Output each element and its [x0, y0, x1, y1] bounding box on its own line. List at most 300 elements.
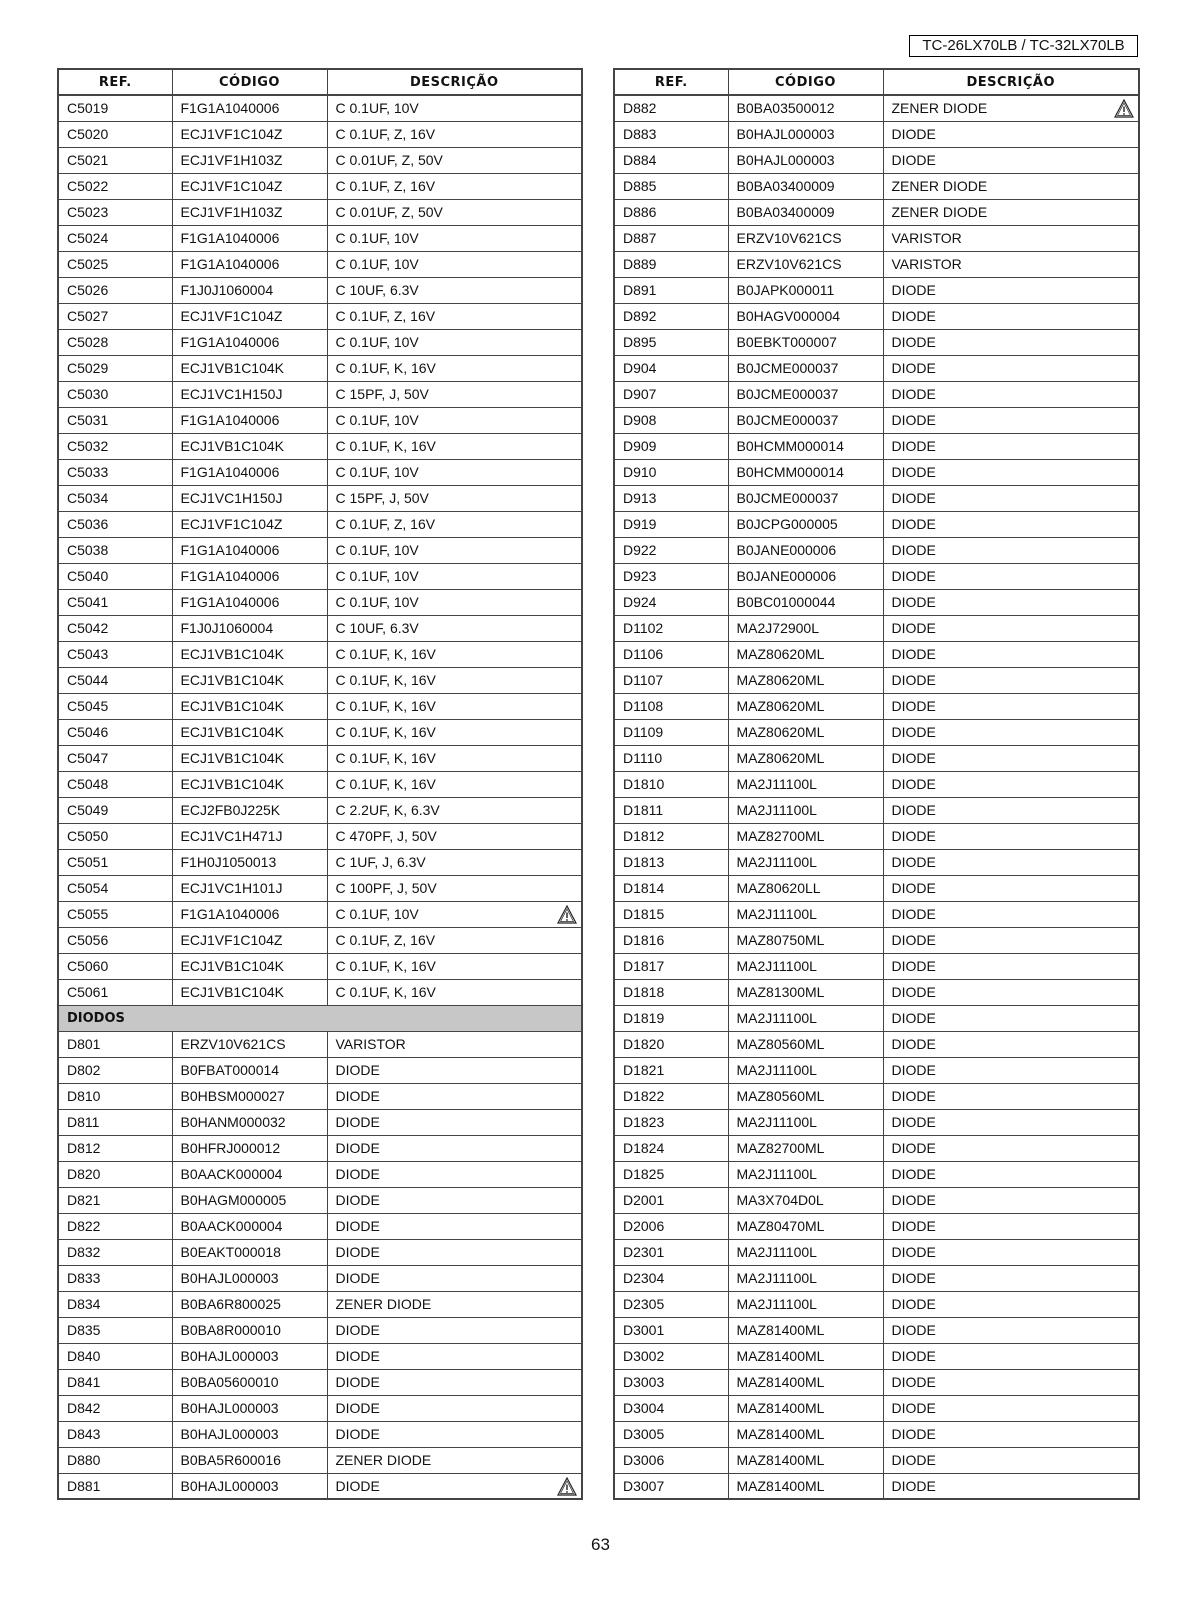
cell-ref	[58, 1473, 172, 1499]
cell-ref-text: D1109	[623, 724, 664, 740]
cell-code-text: B0HBSM000027	[180, 1088, 285, 1104]
cell-description-text: DIODE	[891, 568, 936, 584]
cell-ref-text: D883	[623, 126, 657, 142]
cell-description-text: DIODE	[891, 308, 936, 324]
cell-ref	[58, 1317, 172, 1343]
cell-code-text: ECJ1VB1C104K	[180, 672, 285, 688]
cell-ref-text: C5055	[67, 906, 109, 922]
cell-ref	[614, 277, 728, 303]
cell-description	[327, 381, 582, 407]
cell-code	[728, 901, 883, 927]
cell-code	[172, 459, 327, 485]
model-number-box: TC-26LX70LB / TC-32LX70LB	[909, 35, 1138, 57]
cell-code-text: MAZ81300ML	[736, 984, 825, 1000]
cell-description-text: DIODE	[891, 542, 936, 558]
table-row	[58, 1239, 582, 1265]
cell-description	[883, 485, 1139, 511]
cell-code-text: MAZ80560ML	[736, 1088, 825, 1104]
cell-code	[728, 1343, 883, 1369]
table-row	[58, 1291, 582, 1317]
cell-code-text: ECJ2FB0J225K	[180, 802, 281, 818]
cell-description-text: C 0.1UF, K, 16V	[335, 672, 436, 688]
cell-description	[883, 979, 1139, 1005]
table-row	[58, 979, 582, 1005]
cell-ref	[614, 95, 728, 121]
cell-description	[327, 407, 582, 433]
cell-description	[327, 1369, 582, 1395]
cell-ref	[58, 277, 172, 303]
cell-ref-text: D3007	[623, 1477, 665, 1494]
cell-ref	[58, 901, 172, 927]
cell-code-text: B0JANE000006	[736, 542, 837, 558]
cell-description-text: VARISTOR	[335, 1036, 406, 1052]
table-row	[614, 1421, 1139, 1447]
table-row	[58, 121, 582, 147]
cell-ref-text: C5061	[67, 984, 109, 1000]
cell-ref	[614, 953, 728, 979]
cell-ref-text: D889	[623, 256, 657, 272]
table-row	[58, 511, 582, 537]
cell-description-text: DIODE	[891, 1010, 936, 1026]
cell-code-text: ECJ1VF1H103Z	[180, 204, 283, 220]
cell-description	[327, 1057, 582, 1083]
cell-code	[172, 1473, 327, 1499]
cell-code	[728, 1473, 883, 1499]
cell-ref-text: C5024	[67, 230, 109, 246]
table-row	[614, 303, 1139, 329]
cell-code	[172, 797, 327, 823]
cell-code	[172, 329, 327, 355]
cell-ref	[58, 1447, 172, 1473]
cell-ref	[58, 1083, 172, 1109]
table-row	[614, 667, 1139, 693]
cell-ref-text: D882	[623, 100, 657, 117]
table-row	[614, 1057, 1139, 1083]
table-row	[58, 1265, 582, 1291]
table-row	[614, 147, 1139, 173]
cell-ref-text: D2301	[623, 1244, 665, 1260]
cell-description	[883, 641, 1139, 667]
cell-ref	[614, 1369, 728, 1395]
cell-description-text: DIODE	[891, 1322, 936, 1338]
cell-ref-text: D910	[623, 464, 657, 480]
cell-code-text: B0JCME000037	[736, 360, 839, 376]
table-row	[58, 1109, 582, 1135]
cell-ref	[614, 875, 728, 901]
cell-code-text: MAZ80560ML	[736, 1036, 825, 1052]
cell-description	[883, 1213, 1139, 1239]
table-row	[58, 719, 582, 745]
cell-description	[327, 1473, 582, 1499]
cell-ref-text: C5019	[67, 100, 109, 117]
cell-code	[172, 537, 327, 563]
cell-code-text: B0HCMM000014	[736, 464, 844, 480]
cell-description-text: C 0.1UF, Z, 16V	[335, 516, 436, 532]
cell-ref-text: D1825	[623, 1166, 665, 1182]
cell-description-text: DIODE	[891, 1348, 936, 1364]
cell-ref	[614, 1031, 728, 1057]
cell-code-text: B0BA05600010	[180, 1374, 279, 1390]
cell-ref-text: D922	[623, 542, 657, 558]
cell-ref-text: D811	[67, 1114, 100, 1130]
cell-ref-text: D913	[623, 490, 657, 506]
cell-ref-text: D2006	[623, 1218, 665, 1234]
cell-ref	[614, 1161, 728, 1187]
cell-description	[883, 147, 1139, 173]
table-row	[58, 433, 582, 459]
cell-description	[327, 771, 582, 797]
cell-ref	[614, 719, 728, 745]
cell-description-text: DIODE	[335, 1244, 380, 1260]
cell-ref	[58, 1395, 172, 1421]
cell-ref	[58, 615, 172, 641]
cell-description	[327, 901, 582, 927]
table-row	[614, 329, 1139, 355]
cell-description-text: C 0.1UF, 10V	[335, 334, 419, 350]
cell-code-text: MA2J11100L	[736, 1270, 817, 1286]
table-row	[614, 927, 1139, 953]
cell-code	[728, 1239, 883, 1265]
cell-code-text: MAZ80620ML	[736, 646, 825, 662]
cell-code-text: ECJ1VF1H103Z	[180, 152, 283, 168]
cell-ref-text: D881	[67, 1477, 101, 1494]
cell-ref-text: D1814	[623, 880, 665, 896]
table-row	[614, 875, 1139, 901]
cell-ref-text: D834	[67, 1296, 101, 1312]
table-row	[58, 1421, 582, 1447]
cell-description-text: DIODE	[891, 880, 936, 896]
cell-description-text: C 0.1UF, 10V	[335, 412, 419, 428]
cell-code	[172, 563, 327, 589]
table-header-row	[58, 69, 582, 95]
cell-description-text: VARISTOR	[891, 256, 962, 272]
table-row	[58, 251, 582, 277]
cell-code-text: ECJ1VF1C104Z	[180, 516, 283, 532]
cell-description	[327, 277, 582, 303]
cell-ref	[58, 1265, 172, 1291]
cell-code-text: ECJ1VB1C104K	[180, 646, 285, 662]
cell-description	[883, 1343, 1139, 1369]
cell-code-text: F1G1A1040006	[180, 230, 280, 246]
table-row	[58, 173, 582, 199]
cell-description-text: C 0.01UF, Z, 50V	[335, 152, 443, 168]
cell-code	[172, 381, 327, 407]
cell-description	[883, 1317, 1139, 1343]
cell-ref-text: C5047	[67, 750, 109, 766]
cell-ref	[614, 667, 728, 693]
table-row	[614, 173, 1139, 199]
table-row	[58, 95, 582, 121]
cell-description	[883, 615, 1139, 641]
cell-ref	[614, 511, 728, 537]
table-row	[58, 303, 582, 329]
cell-ref	[58, 355, 172, 381]
cell-description	[327, 1187, 582, 1213]
table-row	[58, 901, 582, 927]
cell-description	[327, 1421, 582, 1447]
table-row	[614, 771, 1139, 797]
cell-description	[883, 771, 1139, 797]
cell-ref-text: D835	[67, 1322, 101, 1338]
cell-code-text: B0HAJL000003	[736, 126, 835, 142]
cell-description	[327, 641, 582, 667]
cell-code-text: ECJ1VB1C104K	[180, 776, 285, 792]
cell-code-text: MA2J11100L	[736, 776, 817, 792]
cell-description	[327, 1083, 582, 1109]
cell-description	[327, 1031, 582, 1057]
cell-description	[883, 329, 1139, 355]
cell-ref	[58, 1135, 172, 1161]
cell-description-text: C 0.1UF, K, 16V	[335, 646, 436, 662]
cell-description	[327, 927, 582, 953]
cell-ref-text: D840	[67, 1348, 101, 1364]
cell-ref	[614, 329, 728, 355]
cell-description	[883, 1135, 1139, 1161]
cell-ref-text: D2001	[623, 1192, 665, 1208]
cell-code-text: MA2J11100L	[736, 1296, 817, 1312]
cell-description	[883, 1369, 1139, 1395]
cell-code	[172, 641, 327, 667]
cell-ref	[614, 1291, 728, 1317]
cell-code	[728, 1161, 883, 1187]
cell-description	[883, 667, 1139, 693]
cell-ref-text: D833	[67, 1270, 101, 1286]
cell-code	[172, 1421, 327, 1447]
table-row	[614, 1083, 1139, 1109]
cell-code	[172, 1213, 327, 1239]
cell-ref-text: D1817	[623, 958, 665, 974]
cell-code-text: MA2J11100L	[736, 1166, 817, 1182]
cell-code-text: MA3X704D0L	[736, 1192, 824, 1208]
parts-table-right	[613, 68, 1140, 1500]
cell-description-text: DIODE	[891, 1166, 936, 1182]
cell-code-text: ECJ1VF1C104Z	[180, 932, 283, 948]
table-row	[614, 1031, 1139, 1057]
cell-description	[883, 1031, 1139, 1057]
cell-code	[728, 1291, 883, 1317]
cell-ref	[58, 1109, 172, 1135]
cell-ref-text: D1821	[623, 1062, 665, 1078]
cell-description	[883, 433, 1139, 459]
cell-description	[883, 1265, 1139, 1291]
cell-description	[883, 875, 1139, 901]
cell-description-text: DIODE	[891, 984, 936, 1000]
cell-ref-text: D923	[623, 568, 657, 584]
cell-code	[172, 1135, 327, 1161]
cell-description	[327, 797, 582, 823]
cell-code	[728, 563, 883, 589]
cell-ref-text: D843	[67, 1426, 101, 1442]
parts-table-left-body	[58, 95, 582, 1499]
table-row	[58, 459, 582, 485]
cell-description-text: DIODE	[891, 776, 936, 792]
cell-ref	[58, 875, 172, 901]
cell-code	[172, 1057, 327, 1083]
cell-description-text: DIODE	[891, 958, 936, 974]
cell-code	[728, 953, 883, 979]
cell-ref-text: C5020	[67, 126, 109, 142]
cell-code	[728, 745, 883, 771]
cell-code-text: B0JCME000037	[736, 412, 839, 428]
cell-ref-text: C5045	[67, 698, 109, 714]
cell-description	[883, 355, 1139, 381]
cell-ref	[614, 199, 728, 225]
cell-ref-text: D1810	[623, 776, 665, 792]
cell-description	[883, 1291, 1139, 1317]
cell-code-text: B0BA03400009	[736, 204, 835, 220]
cell-description	[883, 1187, 1139, 1213]
cell-description-text: DIODE	[891, 1036, 936, 1052]
cell-ref	[58, 95, 172, 121]
cell-code-text: MAZ81400ML	[736, 1400, 825, 1416]
cell-description-text: DIODE	[891, 386, 936, 402]
cell-ref-text: D832	[67, 1244, 101, 1260]
cell-description-text: DIODE	[891, 620, 936, 636]
cell-ref-text: D821	[67, 1192, 101, 1208]
cell-ref	[614, 1187, 728, 1213]
cell-description	[327, 1317, 582, 1343]
cell-code	[728, 303, 883, 329]
cell-code-text: ECJ1VF1C104Z	[180, 178, 283, 194]
cell-ref	[58, 953, 172, 979]
cell-description	[883, 693, 1139, 719]
table-row	[614, 537, 1139, 563]
cell-code	[172, 1187, 327, 1213]
cell-description-text: DIODE	[891, 1452, 936, 1468]
cell-description	[883, 173, 1139, 199]
table-row	[614, 1395, 1139, 1421]
cell-description-text: DIODE	[891, 932, 936, 948]
cell-description	[883, 1473, 1139, 1499]
cell-code	[172, 147, 327, 173]
cell-description-text: VARISTOR	[891, 230, 962, 246]
cell-code	[728, 433, 883, 459]
cell-code	[728, 277, 883, 303]
cell-ref	[614, 849, 728, 875]
cell-ref	[58, 1239, 172, 1265]
cell-ref	[58, 147, 172, 173]
cell-code-text: MAZ80470ML	[736, 1218, 825, 1234]
table-row	[614, 693, 1139, 719]
cell-ref-text: D924	[623, 594, 657, 610]
cell-code-text: MAZ82700ML	[736, 1140, 825, 1156]
cell-ref-text: C5050	[67, 828, 109, 844]
cell-description	[327, 719, 582, 745]
cell-code	[172, 1343, 327, 1369]
cell-ref-text: C5049	[67, 802, 109, 818]
cell-ref-text: C5044	[67, 672, 109, 688]
table-row	[58, 1447, 582, 1473]
cell-ref-text: D1818	[623, 984, 665, 1000]
cell-description-text: C 0.1UF, K, 16V	[335, 776, 436, 792]
cell-code	[728, 823, 883, 849]
cell-code	[172, 1265, 327, 1291]
table-row	[58, 1395, 582, 1421]
cell-ref-text: D892	[623, 308, 657, 324]
cell-description	[883, 953, 1139, 979]
cell-ref-text: C5038	[67, 542, 109, 558]
cell-description-text: C 0.1UF, K, 16V	[335, 698, 436, 714]
cell-description	[327, 563, 582, 589]
cell-code-text: MAZ81400ML	[736, 1348, 825, 1364]
table-row	[614, 407, 1139, 433]
cell-code	[172, 303, 327, 329]
cell-description-text: C 100PF, J, 50V	[335, 880, 437, 896]
cell-description-text: DIODE	[335, 1140, 380, 1156]
cell-code	[728, 1213, 883, 1239]
cell-code-text: F1G1A1040006	[180, 334, 280, 350]
cell-ref	[614, 303, 728, 329]
cell-ref	[614, 1213, 728, 1239]
cell-code	[728, 1109, 883, 1135]
cell-ref	[614, 823, 728, 849]
cell-code	[172, 95, 327, 121]
cell-description-text: C 0.1UF, Z, 16V	[335, 178, 436, 194]
table-row	[58, 1369, 582, 1395]
table-row	[58, 693, 582, 719]
table-row	[58, 927, 582, 953]
cell-description	[883, 1005, 1139, 1031]
cell-ref	[58, 485, 172, 511]
cell-code-text: ERZV10V621CS	[736, 256, 842, 272]
table-row	[58, 667, 582, 693]
table-row	[58, 589, 582, 615]
cell-description-text: DIODE	[335, 1477, 380, 1494]
cell-code-text: B0BA5R600016	[180, 1452, 281, 1468]
cell-code-text: MA2J11100L	[736, 1010, 817, 1026]
cell-description-text: DIODE	[891, 750, 936, 766]
cell-ref	[614, 225, 728, 251]
cell-description-text: C 0.1UF, 10V	[335, 100, 419, 117]
cell-code	[728, 1187, 883, 1213]
column-header-description: DESCRIÇÃO	[883, 69, 1139, 95]
cell-code	[172, 693, 327, 719]
cell-description	[327, 693, 582, 719]
table-row	[58, 199, 582, 225]
table-row	[614, 459, 1139, 485]
cell-code	[172, 901, 327, 927]
cell-ref-text: C5026	[67, 282, 109, 298]
cell-description-text: DIODE	[891, 854, 936, 870]
cell-description	[327, 303, 582, 329]
cell-description-text: ZENER DIODE	[891, 178, 988, 194]
cell-ref	[58, 667, 172, 693]
cell-ref	[614, 147, 728, 173]
cell-code	[728, 1031, 883, 1057]
cell-code-text: B0HAJL000003	[180, 1270, 279, 1286]
cell-ref	[58, 1031, 172, 1057]
cell-description	[883, 199, 1139, 225]
cell-ref-text: C5033	[67, 464, 109, 480]
cell-code-text: B0JCPG000005	[736, 516, 838, 532]
cell-ref-text: C5048	[67, 776, 109, 792]
cell-ref-text: D801	[67, 1036, 101, 1052]
cell-ref	[58, 121, 172, 147]
cell-code	[172, 1447, 327, 1473]
table-row	[58, 1135, 582, 1161]
cell-description	[327, 225, 582, 251]
cell-ref-text: C5029	[67, 360, 109, 376]
cell-code-text: B0HFRJ000012	[180, 1140, 281, 1156]
cell-description	[883, 1239, 1139, 1265]
table-row	[58, 1031, 582, 1057]
cell-code-text: ERZV10V621CS	[180, 1036, 286, 1052]
cell-ref	[614, 797, 728, 823]
cell-description-text: DIODE	[891, 1426, 936, 1442]
cell-ref	[58, 1421, 172, 1447]
cell-ref	[614, 615, 728, 641]
cell-description-text: C 0.1UF, 10V	[335, 256, 419, 272]
